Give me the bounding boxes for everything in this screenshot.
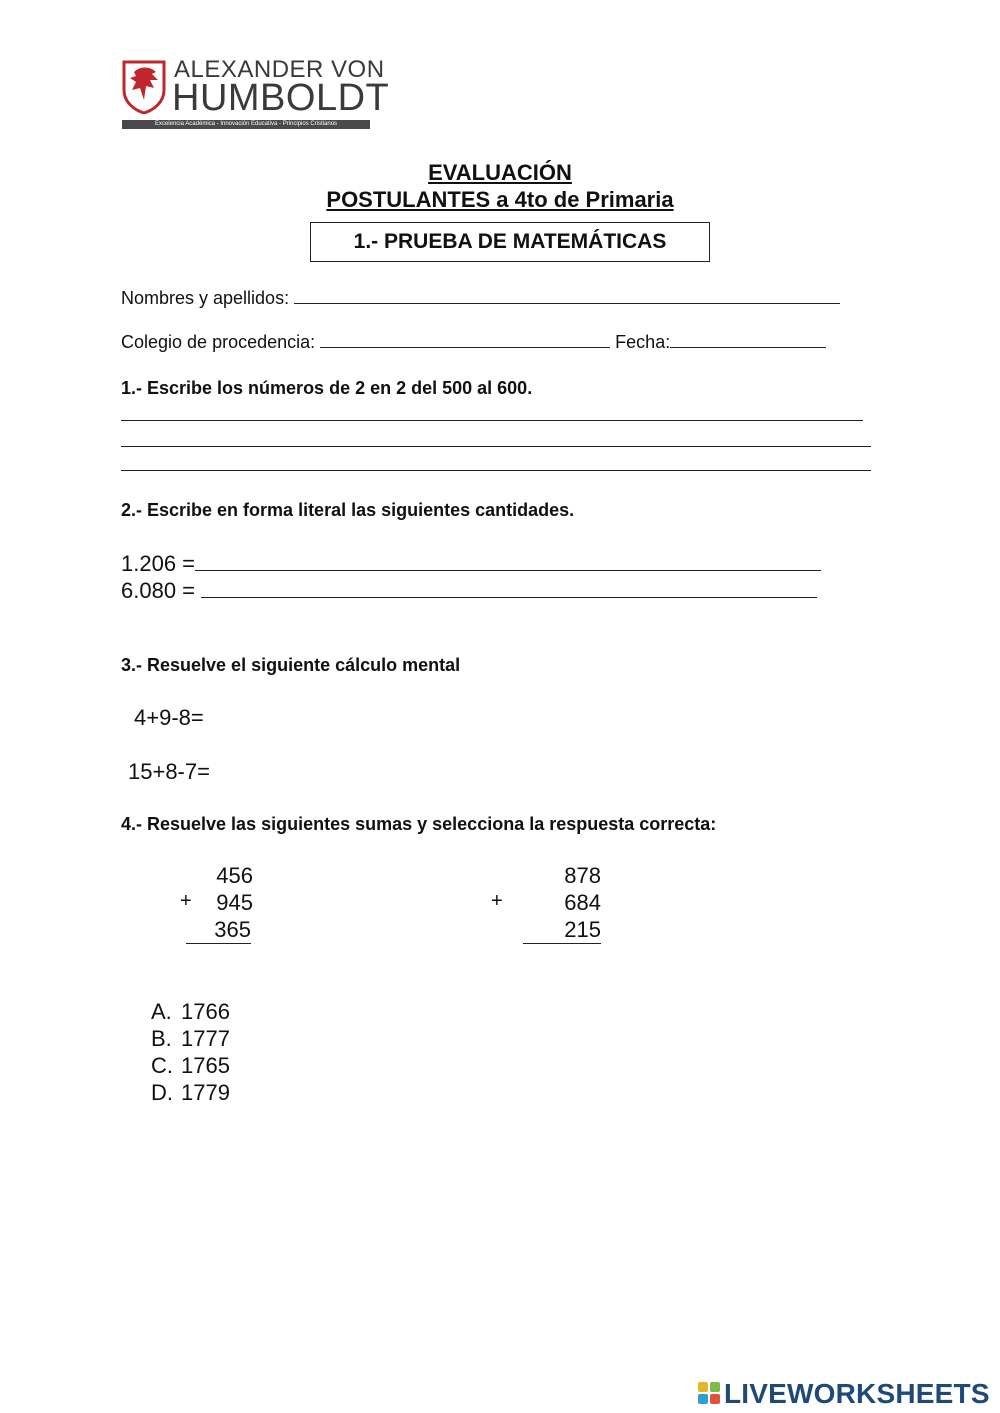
literal-item-1-label: 1.206 = bbox=[121, 551, 196, 576]
logo-name-line1: ALEXANDER VON bbox=[174, 56, 385, 83]
option-b-label: B. bbox=[151, 1026, 172, 1051]
literal-item-1-line[interactable] bbox=[195, 552, 821, 571]
sum1-plus-sign: + bbox=[180, 890, 192, 912]
answer-line-2[interactable] bbox=[121, 446, 871, 447]
option-c[interactable] bbox=[151, 1053, 230, 1079]
literal-item-2-line[interactable] bbox=[201, 579, 817, 598]
school-logo bbox=[120, 56, 390, 130]
option-c-value: 1765 bbox=[181, 1053, 230, 1078]
liveworksheets-text: LIVEWORKSHEETS bbox=[724, 1378, 990, 1409]
name-label: Nombres y apellidos: bbox=[121, 288, 290, 308]
option-b[interactable] bbox=[151, 1026, 230, 1052]
answer-line-1[interactable] bbox=[121, 420, 863, 421]
option-c-label: C. bbox=[151, 1053, 173, 1078]
page-subtitle: POSTULANTES a 4to de Primaria bbox=[326, 187, 674, 212]
liveworksheets-brand[interactable] bbox=[698, 1376, 994, 1410]
school-label: Colegio de procedencia: bbox=[121, 332, 316, 352]
date-input-line[interactable] bbox=[670, 331, 826, 348]
sum2-plus-sign: + bbox=[491, 890, 503, 912]
option-d-value: 1779 bbox=[181, 1080, 230, 1105]
question-2: 2.- Escribe en forma literal las siguientes cantidades. bbox=[121, 500, 575, 520]
name-input-line[interactable] bbox=[294, 287, 840, 304]
sum1-addend-2: 945 bbox=[216, 890, 253, 915]
literal-item-2-label: 6.080 = bbox=[121, 578, 196, 603]
question-3: 3.- Resuelve el siguiente cálculo mental bbox=[121, 655, 461, 675]
school-field-row bbox=[121, 331, 826, 353]
sum2-addend-1: 878 bbox=[564, 863, 601, 888]
question-1: 1.- Escribe los números de 2 en 2 del 500 al 600. bbox=[121, 378, 533, 398]
sum2-addend-3: 215 bbox=[523, 917, 601, 944]
question-4: 4.- Resuelve las siguientes sumas y selecciona la respuesta correcta: bbox=[121, 814, 717, 834]
name-field-row bbox=[121, 287, 840, 309]
option-a-value: 1766 bbox=[181, 999, 230, 1024]
page-title: EVALUACIÓN bbox=[428, 160, 572, 185]
option-a[interactable] bbox=[151, 999, 230, 1025]
sum1-addend-1: 456 bbox=[216, 863, 253, 888]
literal-item-1 bbox=[121, 551, 821, 577]
sum2-addend-2: 684 bbox=[564, 890, 601, 915]
logo-name-line2: HUMBOLDT bbox=[172, 77, 390, 119]
mental-calc-1: 4+9-8= bbox=[134, 705, 204, 730]
school-input-line[interactable] bbox=[320, 331, 610, 348]
logo-tagline: Excelencia Académica - Innovación Educativa - Principios Cristianos bbox=[122, 120, 370, 129]
option-b-value: 1777 bbox=[181, 1026, 230, 1051]
eagle-shield-icon bbox=[122, 60, 166, 114]
answer-line-3[interactable] bbox=[121, 470, 871, 471]
liveworksheets-logo-icon bbox=[698, 1382, 722, 1406]
option-d-label: D. bbox=[151, 1080, 173, 1105]
literal-item-2 bbox=[121, 578, 817, 604]
section-title-box: 1.- PRUEBA DE MATEMÁTICAS bbox=[310, 222, 710, 262]
option-a-label: A. bbox=[151, 999, 172, 1024]
sum1-addend-3: 365 bbox=[186, 917, 251, 944]
date-label: Fecha: bbox=[615, 332, 671, 352]
option-d[interactable] bbox=[151, 1080, 230, 1106]
mental-calc-2: 15+8-7= bbox=[128, 759, 210, 784]
